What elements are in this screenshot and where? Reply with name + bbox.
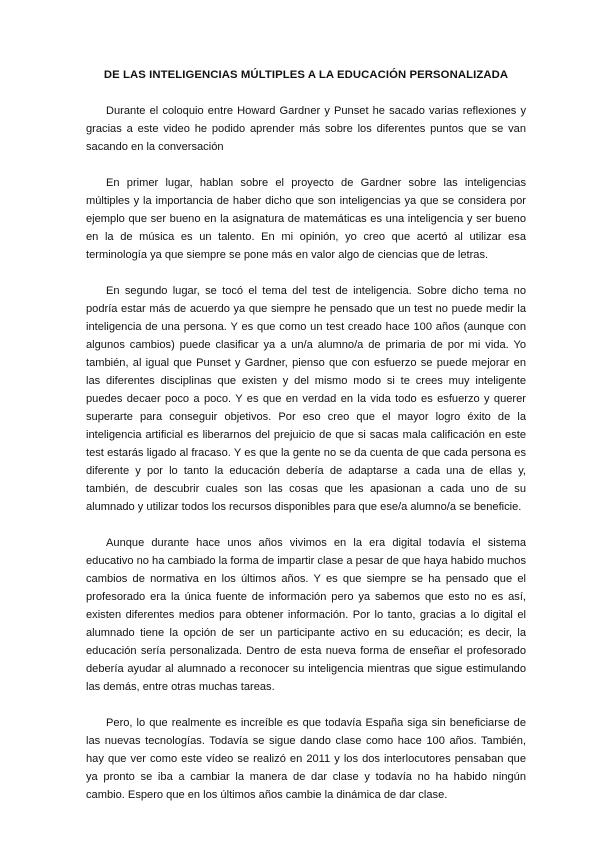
- paragraph-conclusion: Pero, lo que realmente es increíble es que todavía España siga sin beneficiarse de las nuevas tecnologías. Todavía se sigue dando clase como hace 100 años. También, hay que ver como este vídeo se realizó en 2011 y los dos interlocutores pensaban que ya pronto se iba a cambiar la manera de dar clase y todavía no ha habido ningún cambio. Espero que en los últimos años cambie la dinámica de dar clase.: [86, 717, 526, 801]
- paragraph-second-point: En segundo lugar, se tocó el tema del test de inteligencia. Sobre dicho tema no podría estar más de acuerdo ya que siempre he pensado que un test no puede medir la inteligencia de una persona. Y es que como un test creado hace 100 años (aunque con algunos cambios) puede clasificar ya a un/a alumno/a de primaria de por mi vida. Yo también, al igual que Punset y Gardner, pienso que con esfuerzo se puede mejorar en las diferentes disciplinas que existen y del mismo modo si te crees muy inteligente puedes decaer poco a poco. Y es que en verdad en la vida todo es esfuerzo y querer superarte para conseguir objetivos. Por eso creo que el mayor logro éxito de la inteligencia artificial es liberarnos del prejuicio de que si sacas mala calificación en este test estarás ligado al fracaso. Y es que la gente no se da cuenta de que cada persona es diferente y por lo tanto la educación debería de adaptarse a cada una de ellas y, también, de descubrir cuales son las cosas que les apasionan a cada uno de su alumnado y utilizar todos los recursos disponibles para que ese/a alumno/a se beneficie.: [86, 285, 526, 513]
- paragraph-intro: Durante el coloquio entre Howard Gardner y Punset he sacado varias reflexiones y gracias a este video he podido aprender más sobre los diferentes puntos que se van sacando en la conversación: [86, 105, 526, 153]
- document-title: DE LAS INTELIGENCIAS MÚLTIPLES A LA EDUCACIÓN PERSONALIZADA: [103, 69, 509, 81]
- paragraph-first-point: En primer lugar, hablan sobre el proyecto de Gardner sobre las inteligencias múltiples y la importancia de haber dicho que son inteligencias ya que se considera por ejemplo que ser bueno en la asignatura de matemáticas es una inteligencia y ser bueno en la de música es un talento. En mi opinión, yo creo que acertó al utilizar esa terminología ya que siempre se pone más en valor algo de ciencias que de letras.: [86, 177, 526, 261]
- document-content: [86, 66, 526, 822]
- paragraph-digital-era: Aunque durante hace unos años vivimos en la era digital todavía el sistema educativo no ha cambiado la forma de impartir clase a pesar de que haya habido muchos cambios de normativa en los últimos años. Y es que siempre se ha pensado que el profesorado era la única fuente de información pero ya sabemos que esto no es así, existen diferentes medios para obtener información. Por lo tanto, gracias a lo digital el alumnado tiene la opción de ser un participante activo en su educación; es decir, la educación sería personalizada. Dentro de esta nueva forma de enseñar el profesorado debería ayudar al alumnado a reconocer su inteligencia mientras que sigue estimulando las demás, entre otras muchas tareas.: [86, 537, 526, 693]
